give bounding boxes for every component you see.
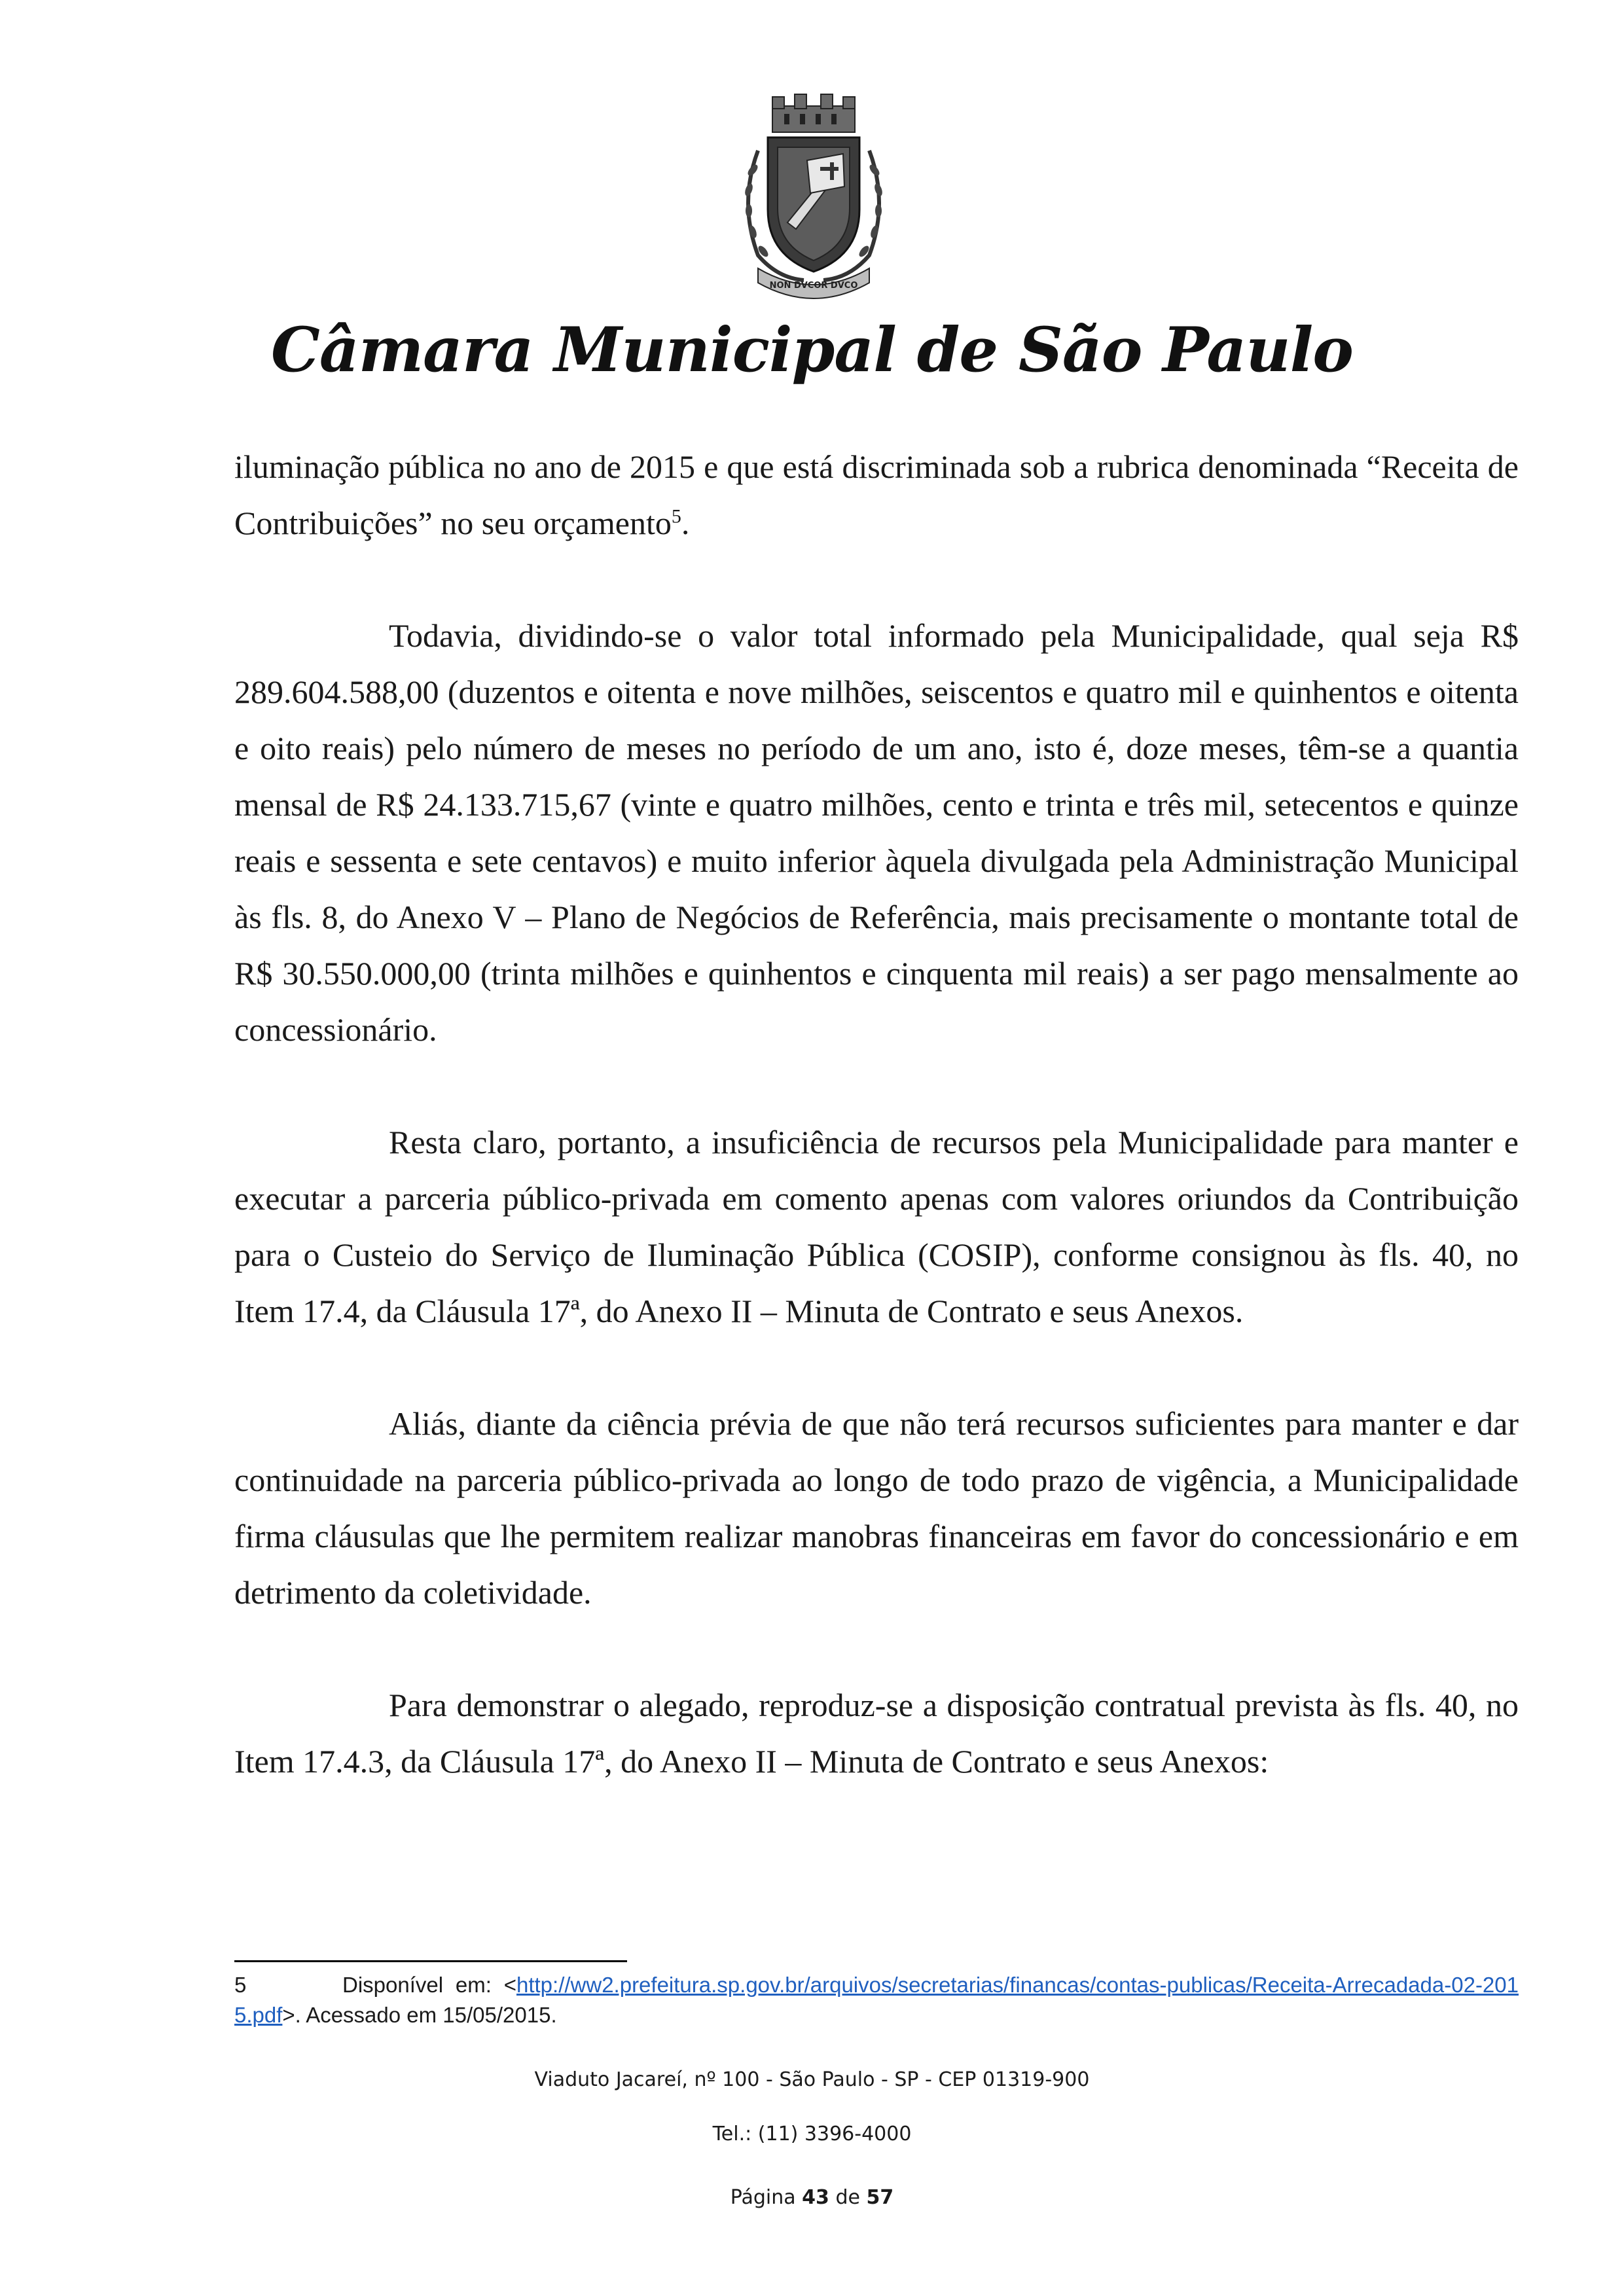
footnote-prefix: Disponível em: <: [342, 1973, 516, 1997]
crest-motto: NON DVCOR DVCO: [769, 281, 858, 291]
paragraph-1-end: .: [681, 505, 690, 541]
city-coat-of-arms-icon: [732, 92, 895, 301]
paragraph-4: Aliás, diante da ciência prévia de que não terá recursos suficientes para manter e dar continuidade na parceria público-privada ao longo de todo prazo de vigência, a Municipalidade firma cláusulas que lhe permitem realizar manobras financeiras em favor do concessionário e em detrimento da coletividade.: [234, 1405, 1519, 1611]
footnote: [234, 1970, 1519, 2030]
header-title: Câmara Municipal de São Paulo: [271, 314, 1353, 386]
page-current: 43: [802, 2186, 829, 2209]
footnote-divider: [234, 1960, 627, 1962]
page-label: Página: [730, 2186, 796, 2209]
page-number: [0, 2186, 1624, 2209]
footnote-ref[interactable]: 5: [671, 505, 681, 528]
paragraph-3: Resta claro, portanto, a insuficiência de recursos pela Municipalidade para manter e executar a parceria público-privada em comento apenas com valores oriundos da Contribuição para o Custeio do Serviço de Iluminação Pública (COSIP), conforme consignou às fls. 40, no Item 17.4, da Cláusula 17ª, do Anexo II – Minuta de Contrato e seus Anexos.: [234, 1124, 1519, 1329]
page-of: de: [835, 2186, 860, 2209]
paragraph-2: Todavia, dividindo-se o valor total informado pela Municipalidade, qual seja R$ 289.604.588,00 (duzentos e oitenta e nove milhões, seiscentos e quatro mil e quinhentos e oitenta e oito reais) pelo número de meses no período de um ano, isto é, doze meses, têm-se a quantia mensal de R$ 24.133.715,67 (vinte e quatro milhões, cento e trinta e três mil, setecentos e quinze reais e sessenta e sete centavos) e muito inferior àquela divulgada pela Administração Municipal às fls. 8, do Anexo V – Plano de Negócios de Referência, mais precisamente o montante total de R$ 30.550.000,00 (trinta milhões e quinhentos e cinquenta mil reais) a ser pago mensalmente ao concessionário.: [234, 617, 1519, 1048]
footer-phone: Tel.: (11) 3396-4000: [712, 2123, 912, 2145]
footer-address: Viaduto Jacareí, nº 100 - São Paulo - SP - CEP 01319-900: [534, 2068, 1090, 2091]
page-total: 57: [866, 2186, 894, 2209]
paragraph-5: Para demonstrar o alegado, reproduz-se a disposição contratual prevista às fls. 40, no Item 17.4.3, da Cláusula 17ª, do Anexo II – Minuta de Contrato e seus Anexos:: [234, 1687, 1519, 1780]
footnote-link[interactable]: http://ww2.prefeitura.sp.gov.br/arquivos/secretarias/financas/contas-publicas/Receita-Arrecadada-02-2015.pdf: [234, 1973, 1519, 2027]
footnote-number: 5: [234, 1973, 247, 1997]
footnote-suffix: >. Acessado em 15/05/2015.: [282, 2003, 557, 2027]
paragraph-1: [234, 439, 1519, 551]
document-body: [234, 439, 1519, 1846]
paragraph-1-text: iluminação pública no ano de 2015 e que está discriminada sob a rubrica denominada “Receita de Contribuições” no seu orçamento: [234, 448, 1519, 541]
